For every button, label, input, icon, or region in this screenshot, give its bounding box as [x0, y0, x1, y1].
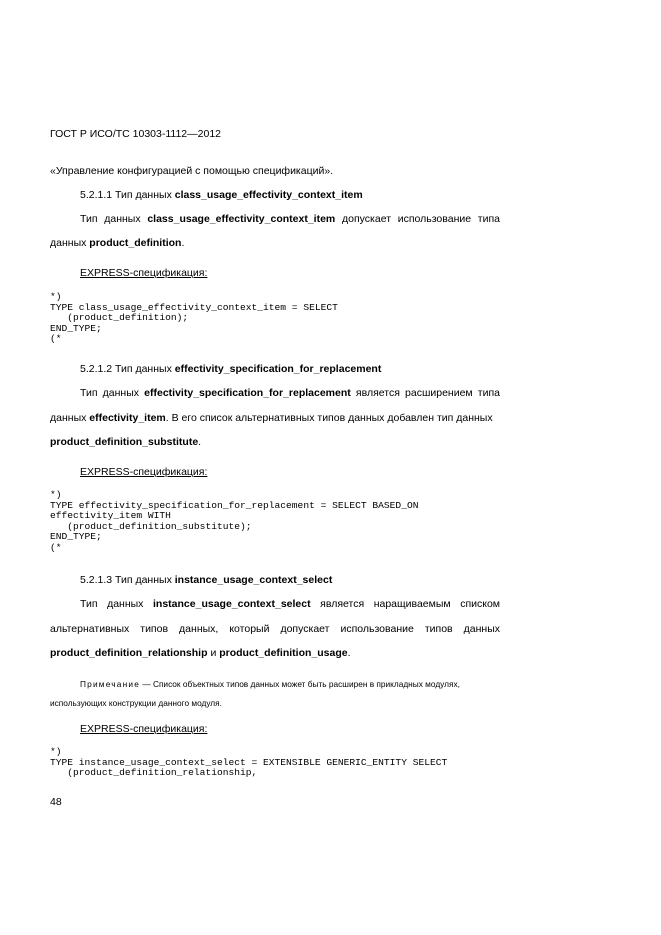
- code-line: *): [50, 746, 62, 757]
- express-spec-label: EXPRESS-спецификация:: [80, 267, 208, 279]
- paragraph-line: [80, 598, 500, 611]
- page-number: 48: [50, 796, 62, 808]
- section-number: 5.2.1.1: [80, 189, 113, 201]
- express-code-block: [50, 292, 338, 345]
- section-number: 5.2.1.2: [80, 363, 113, 375]
- code-line: *): [50, 291, 62, 302]
- para-term: product_definition_substitute: [50, 436, 199, 448]
- para-text: Тип данных: [80, 213, 141, 225]
- para-text: .: [198, 436, 202, 448]
- paragraph-line: [80, 387, 500, 400]
- para-term: instance_usage_context_select: [153, 598, 311, 610]
- para-term: effectivity_item: [89, 412, 166, 424]
- code-line: (product_definition_relationship,: [50, 767, 258, 779]
- code-line: (product_definition);: [50, 312, 189, 324]
- code-line: END_TYPE;: [50, 531, 102, 543]
- paragraph-line: [50, 237, 184, 250]
- section-heading-prefix: Тип данных: [115, 363, 172, 375]
- section-heading-prefix: Тип данных: [115, 574, 172, 586]
- para-text: Тип данных: [80, 598, 144, 610]
- paragraph-line: [50, 647, 351, 660]
- para-text: .: [181, 237, 185, 249]
- code-line: effectivity_item WITH: [50, 510, 171, 522]
- note-line: [80, 678, 460, 691]
- section-heading: [80, 189, 363, 202]
- para-term: product_definition_usage: [219, 647, 348, 659]
- para-term: product_definition_relationship: [50, 647, 208, 659]
- code-line: TYPE effectivity_specification_for_replacement = SELECT BASED_ON: [50, 499, 419, 511]
- paragraph-line: [80, 213, 500, 226]
- express-code-block: [50, 490, 418, 554]
- para-term: product_definition: [89, 237, 182, 249]
- para-term: effectivity_specification_for_replacement: [144, 387, 351, 399]
- section-heading: [80, 363, 381, 376]
- paragraph-line: альтернативных типов данных, который допускает использование типов данных: [50, 623, 500, 635]
- note-text: — Список объектных типов данных может быть расширен в прикладных модулях,: [142, 679, 460, 689]
- express-spec-label: EXPRESS-спецификация:: [80, 723, 208, 735]
- code-line: END_TYPE;: [50, 322, 102, 334]
- para-text: является наращиваемым списком: [320, 598, 501, 610]
- section-type-name: instance_usage_context_select: [174, 574, 333, 586]
- code-line: (*: [50, 333, 62, 345]
- note-label: Примечание: [80, 679, 141, 689]
- para-text: Тип данных: [80, 387, 140, 399]
- para-text: . В его список альтернативных типов данных добавлен тип данных: [165, 412, 493, 424]
- para-term: class_usage_effectivity_context_item: [147, 213, 336, 225]
- code-line: TYPE class_usage_effectivity_context_item = SELECT: [50, 301, 338, 313]
- paragraph-line: [50, 436, 201, 449]
- para-text: данных: [50, 237, 87, 249]
- section-heading-prefix: Тип данных: [115, 189, 172, 201]
- express-spec-label: EXPRESS-спецификация:: [80, 466, 208, 478]
- code-line: TYPE instance_usage_context_select = EXTENSIBLE GENERIC_ENTITY SELECT: [50, 756, 448, 768]
- intro-line: «Управление конфигурацией с помощью спецификаций».: [50, 165, 334, 177]
- note-line: использующих конструкции данного модуля.: [50, 698, 222, 708]
- paragraph-line: [50, 412, 493, 425]
- code-line: (product_definition_substitute);: [50, 520, 252, 532]
- section-heading: [80, 574, 332, 587]
- para-text: .: [347, 647, 351, 659]
- para-text: и: [210, 647, 217, 659]
- section-type-name: effectivity_specification_for_replacement: [174, 363, 382, 375]
- express-code-block: [50, 747, 447, 779]
- section-number: 5.2.1.3: [80, 574, 113, 586]
- para-text: данных: [50, 412, 87, 424]
- para-text: является расширением типа: [355, 387, 500, 399]
- page-header-standard-id: ГОСТ Р ИСО/ТС 10303-1112—2012: [50, 128, 221, 140]
- para-text: допускает использование типа: [342, 213, 500, 225]
- section-type-name: class_usage_effectivity_context_item: [174, 189, 363, 201]
- code-line: *): [50, 489, 62, 500]
- code-line: (*: [50, 541, 62, 553]
